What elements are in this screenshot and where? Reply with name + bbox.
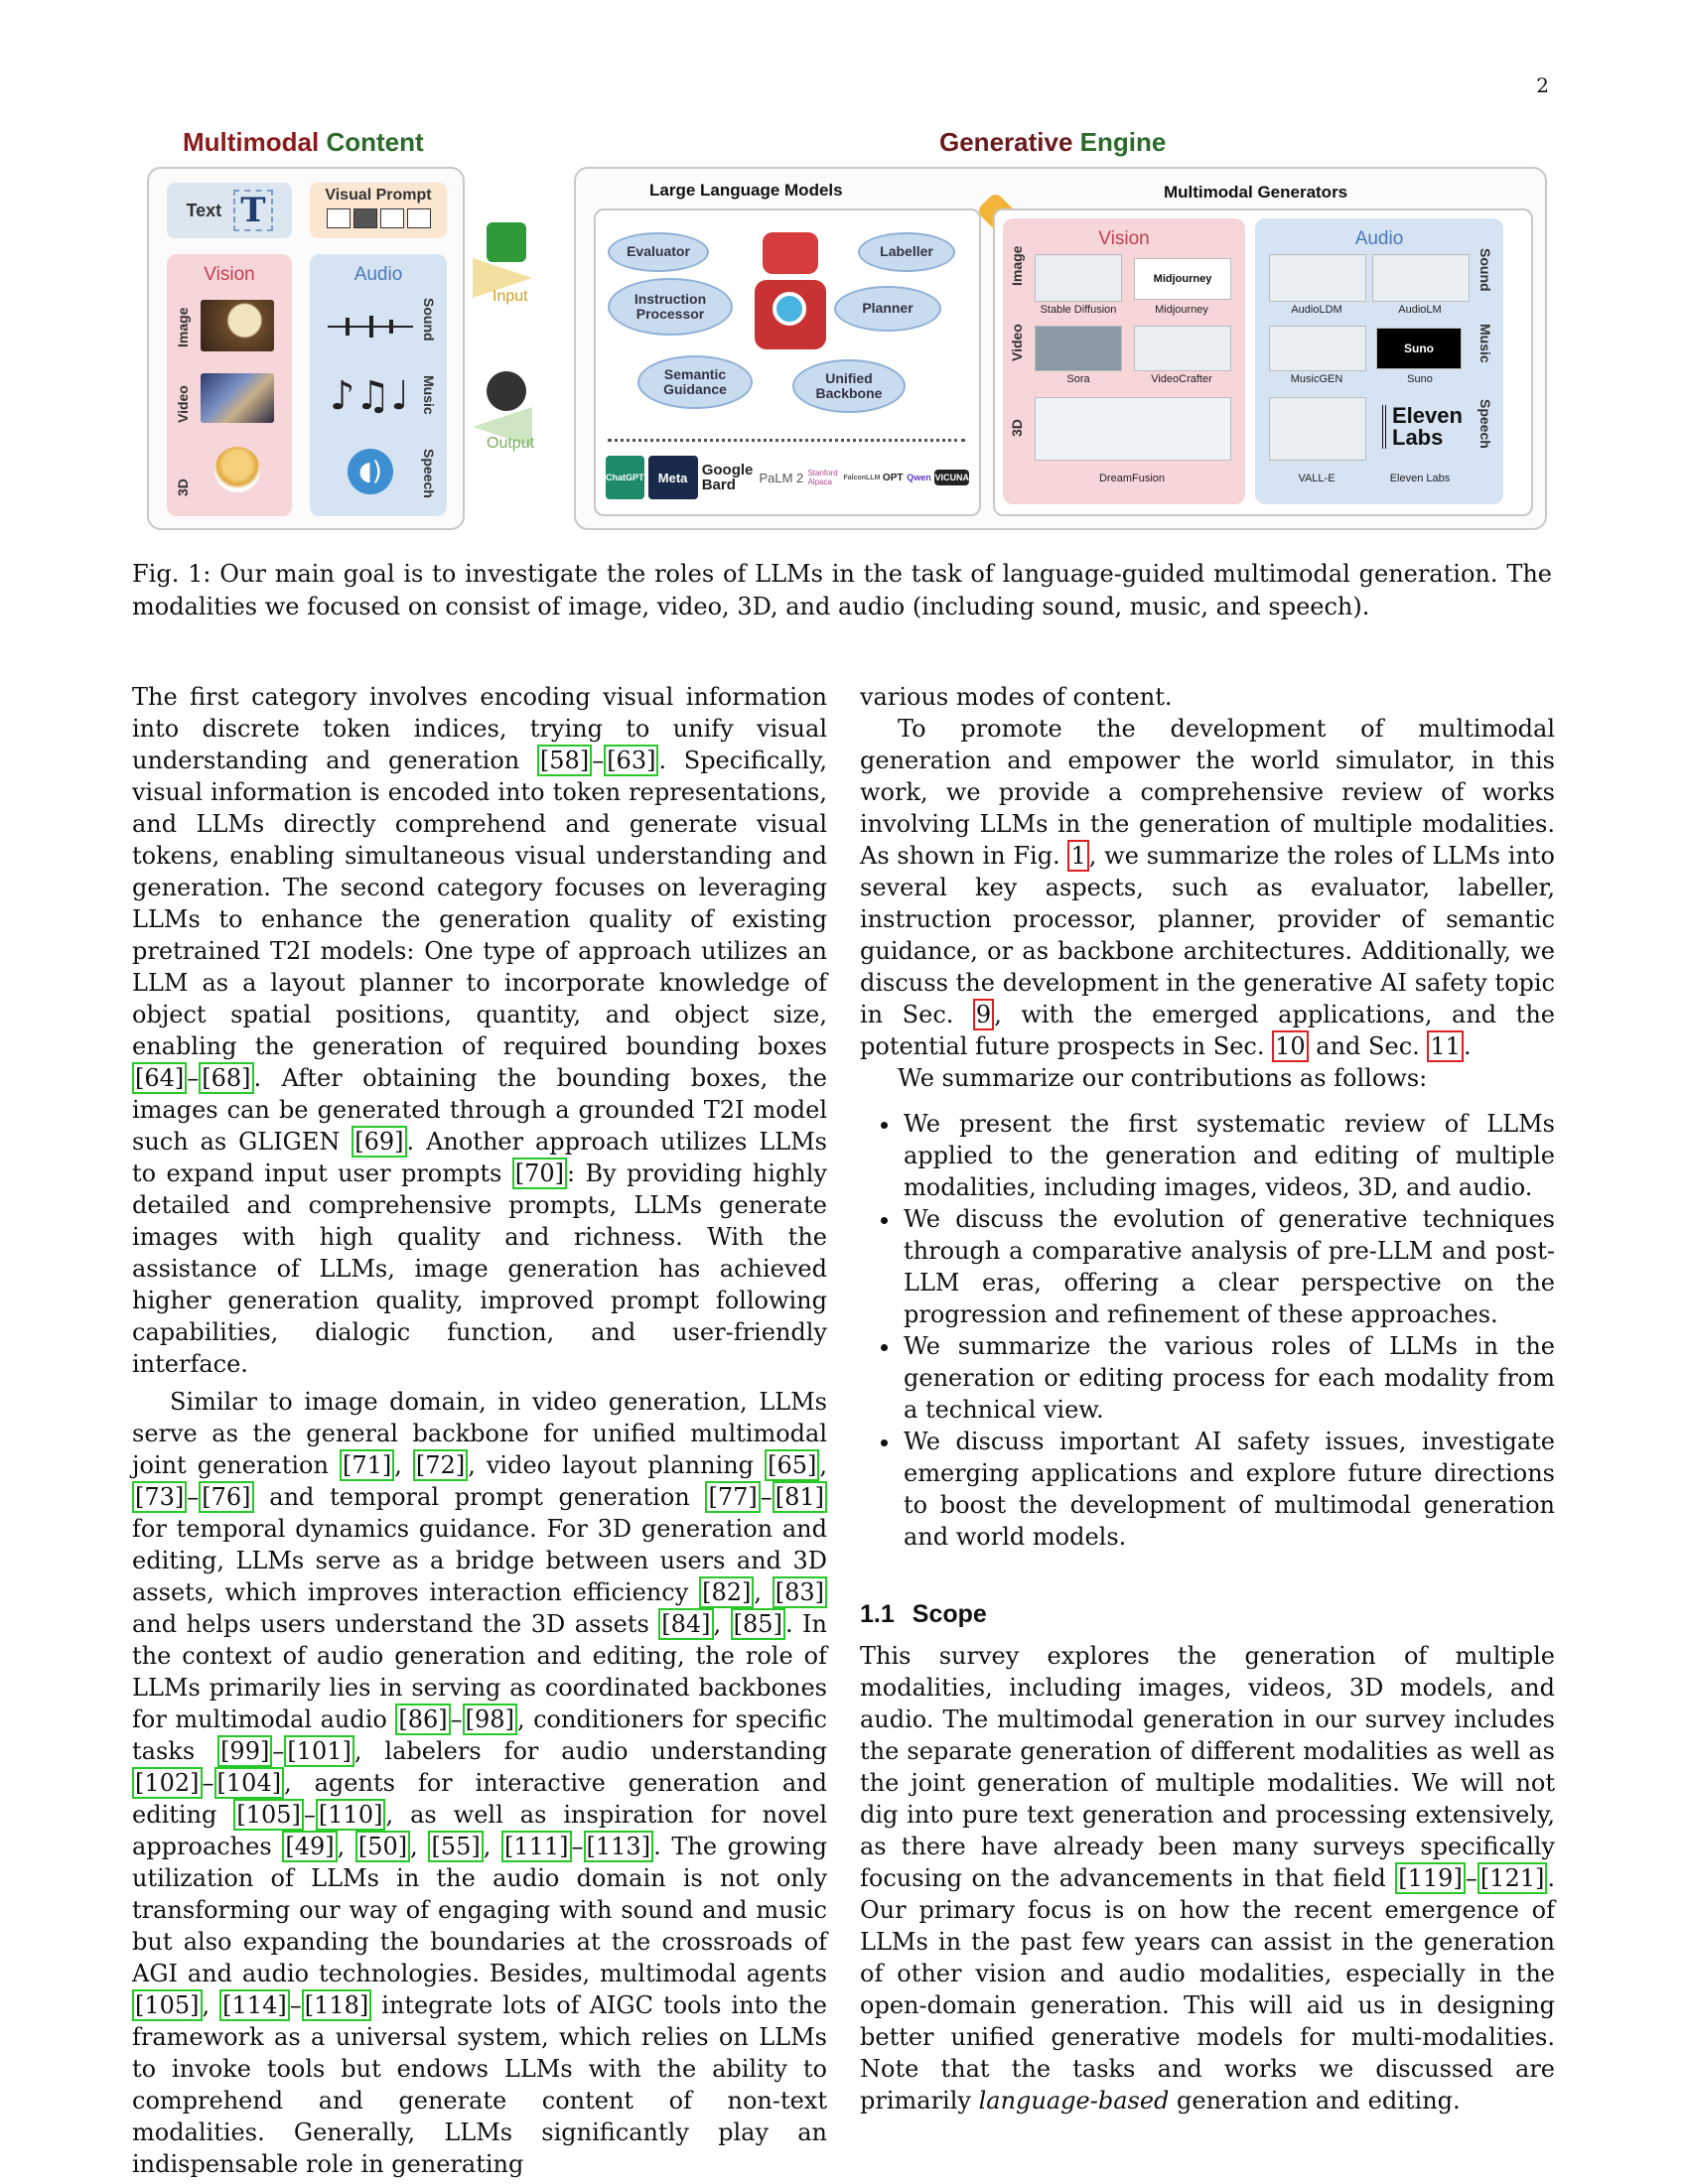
llm-title: Large Language Models [649, 181, 843, 200]
cloud-semantic-guidance: Semantic Guidance [637, 355, 753, 409]
eleven-labs-logo: Eleven Labs [1382, 405, 1463, 449]
paragraph: We summarize our contributions as follows: [898, 1064, 1428, 1092]
robot-face-icon [487, 371, 526, 411]
qwen-logo: Qwen [907, 473, 931, 482]
bard-logo: Google Bard [702, 456, 756, 499]
text-icon: T [233, 190, 272, 231]
speech-icon: ◖) [348, 449, 393, 494]
dreamfusion-label: DreamFusion [1098, 473, 1166, 484]
left-column [132, 681, 827, 2180]
output-label: Output [487, 435, 535, 452]
llm-panel [594, 208, 981, 516]
opt-logo: OPT [882, 472, 904, 483]
audioldm-label: AudioLDM [1291, 304, 1342, 316]
midjourney-label: Midjourney [1155, 304, 1208, 316]
vision-column: Vision Image Video 3D [167, 254, 292, 516]
paragraph: various modes of content. [860, 683, 1173, 711]
eleven-labs-label: Eleven Labs [1389, 473, 1451, 484]
gen-vision-column: Vision Image Video 3D Stable Diffusion Midjourney Midjourney Sora VideoCrafter DreamFusion [1003, 218, 1245, 504]
text-pill: Text T [167, 183, 292, 238]
page-number: 2 [1536, 73, 1549, 97]
paragraph: This survey explores the generation of multiple modalities, including images, videos, 3D models, and audio. The multimodal generation in our survey includes the separate generation of different modalities as well as the joint generation of multiple modalities. We will not dig into pure text generation and processing extensively, as there have already been many surveys specifically focusing on the advancements in that field [119] – [121] . Our primary focus is on how the recent emergence of LLMs in the past few years can assist in the generation of other vision and audio modalities, especially in the open-domain generation. This will aid us in designing better unified generative models for multi-modalities. Note that the tasks and works we discussed are primarily language-based generation and editing. [860, 1642, 1555, 2115]
midjourney-logo: Midjourney [1134, 258, 1231, 300]
sora-label: Sora [1066, 373, 1090, 385]
3d-thumbnail [214, 447, 260, 492]
cloud-labeller: Labeller [858, 232, 955, 272]
suno-label: Suno [1407, 373, 1433, 385]
input-label: Input [492, 288, 528, 305]
gen-audio-column: Audio Sound Music Speech AudioLDM AudioLM MusicGEN Suno Suno VALL-E Eleven Labs Eleven Labs [1255, 218, 1503, 504]
chatgpt-logo: ChatGPT [606, 456, 644, 499]
visual-prompt-pill: Visual Prompt [310, 183, 447, 238]
right-column [860, 681, 1555, 2116]
llm-logos [606, 453, 969, 502]
videocrafter-label: VideoCrafter [1151, 373, 1212, 385]
cloud-evaluator: Evaluator [608, 232, 709, 272]
list-item: • We summarize the various roles of LLMs in the generation or editing process for each modality from a technical view. [902, 1330, 1555, 1426]
multimodal-content-title: Multimodal Content [183, 127, 424, 157]
stable-diffusion-label: Stable Diffusion [1040, 304, 1117, 316]
music-notes-icon: ♪♫♩ [330, 373, 410, 419]
video-thumbnail [201, 373, 274, 423]
list-item: • We present the first systematic review of LLMs applied to the generation and editing of multiple modalities, including images, videos, 3D, and audio. [902, 1108, 1555, 1203]
figure-caption: Fig. 1: Our main goal is to investigate the roles of LLMs in the task of language-guided multimodal generation. The modalities we focused on consist of image, video, 3D, and audio (including sound, music, and speech). [132, 560, 1552, 620]
meta-logo: Meta [648, 456, 698, 499]
vicuna-logo: VICUNA [934, 470, 969, 485]
audiolm-label: AudioLM [1398, 304, 1442, 316]
cloud-instruction-processor: Instruction Processor [608, 278, 733, 336]
section-heading: 1.1 Scope [860, 1600, 987, 1628]
paragraph: Similar to image domain, in video generation, LLMs serve as the general backbone for unified multimodal joint generation [71] , [72] , video layout planning [65] , [73] – [76] and temporal prompt generation [77] – [81] for temporal dynamics guidance. For 3D generation and editing, LLMs serve as a bridge between users and 3D assets, which improves interaction efficiency [82] , [83] and helps users understand the 3D assets [84] , [85] . In the context of audio generation and editing, the role of LLMs primarily lies in serving as coordinated backbones for multimodal audio [86] – [98] , conditioners for specific tasks [99] – [101] , labelers for audio understanding [102] – [104] , agents for interactive generation and editing [105] – [110] , as well as inspiration for novel approaches [49] , [50] , [55] , [111] – [113] . The growing utilization of LLMs in the audio domain is not only transforming our way of engaging with sound and music but also expanding the boundaries at the crossroads of AGI and audio technologies. Besides, multimodal agents [105] , [114] – [118] integrate lots of AIGC tools into the framework as a universal system, which relies on LLMs to invoke tools but endows LLMs with the ability to comprehend and generate content of non-text modalities. Generally, LLMs significantly play an indispensable role in generating [132, 1388, 827, 2178]
suno-logo: Suno [1376, 328, 1462, 369]
falcon-logo: FalconLLM [843, 474, 881, 481]
musicgen-label: MusicGEN [1290, 373, 1343, 385]
list-item: • We discuss important AI safety issues, investigate emerging applications and explore future directions to boost the development of multimodal generation and world models. [902, 1426, 1555, 1553]
paragraph: To promote the development of multimodal generation and empower the world simulator, in this work, we provide a comprehensive review of works involving LLMs in the generation of multiple modalities. As shown in Fig. 1 , we summarize the roles of LLMs into several key aspects, such as evaluator, labeller, instruction processor, planner, provider of semantic guidance, or as backbone architectures. Additionally, we discuss the development in the generative AI safety topic in Sec. 9 , with the emerged applications, and the potential future prospects in Sec. 10 and Sec. 11 . [860, 715, 1555, 1060]
valle-label: VALL-E [1298, 473, 1336, 484]
visual-prompt-icon [310, 208, 447, 228]
alpaca-logo: Stanford Alpaca [807, 469, 838, 486]
contributions-list [860, 1108, 1555, 1553]
cloud-planner: Planner [834, 286, 941, 332]
palm-logo: PaLM 2 [759, 470, 804, 485]
image-thumbnail [201, 300, 274, 351]
generative-engine-panel [574, 167, 1547, 530]
audio-column: Audio Sound Music Speech ♪♫♩ ◖) [310, 254, 447, 516]
figure-1 [145, 119, 1545, 536]
user-icon [487, 222, 526, 262]
paragraph: The first category involves encoding visual information into discrete token indices, trying to unify visual understanding and generation [58] – [63] . Specifically, visual information is encoded into token representations, and LLMs directly comprehend and generate visual tokens, enabling simultaneous visual understanding and generation. The second category focuses on leveraging LLMs to enhance the generation quality of existing pretrained T2I models: One type of approach utilizes an LLM as a layout planner to incorporate knowledge of object spatial positions, quantity, and object size, enabling the generation of required bounding boxes [64] – [68] . After obtaining the bounding boxes, the images can be generated through a grounded T2I model such as GLIGEN [69] . Another approach utilizes LLMs to expand input user prompts [70] : By providing highly detailed and comprehensive prompts, LLMs generate images with high quality and richness. With the assistance of LLMs, image generation has achieved higher generation quality, improved prompt following capabilities, dialogic function, and user-friendly interface. [132, 683, 828, 1378]
cloud-unified-backbone: Unified Backbone [792, 359, 906, 413]
generators-panel [993, 208, 1533, 516]
list-item: • We discuss the evolution of generative techniques through a comparative analysis of pre-LLM and post-LLM eras, offering a clear perspective on the progression and refinement of these approaches. [902, 1203, 1555, 1330]
generators-title: Multimodal Generators [1164, 183, 1348, 202]
multimodal-content-panel [147, 167, 465, 530]
generative-engine-title: Generative Engine [939, 127, 1167, 157]
